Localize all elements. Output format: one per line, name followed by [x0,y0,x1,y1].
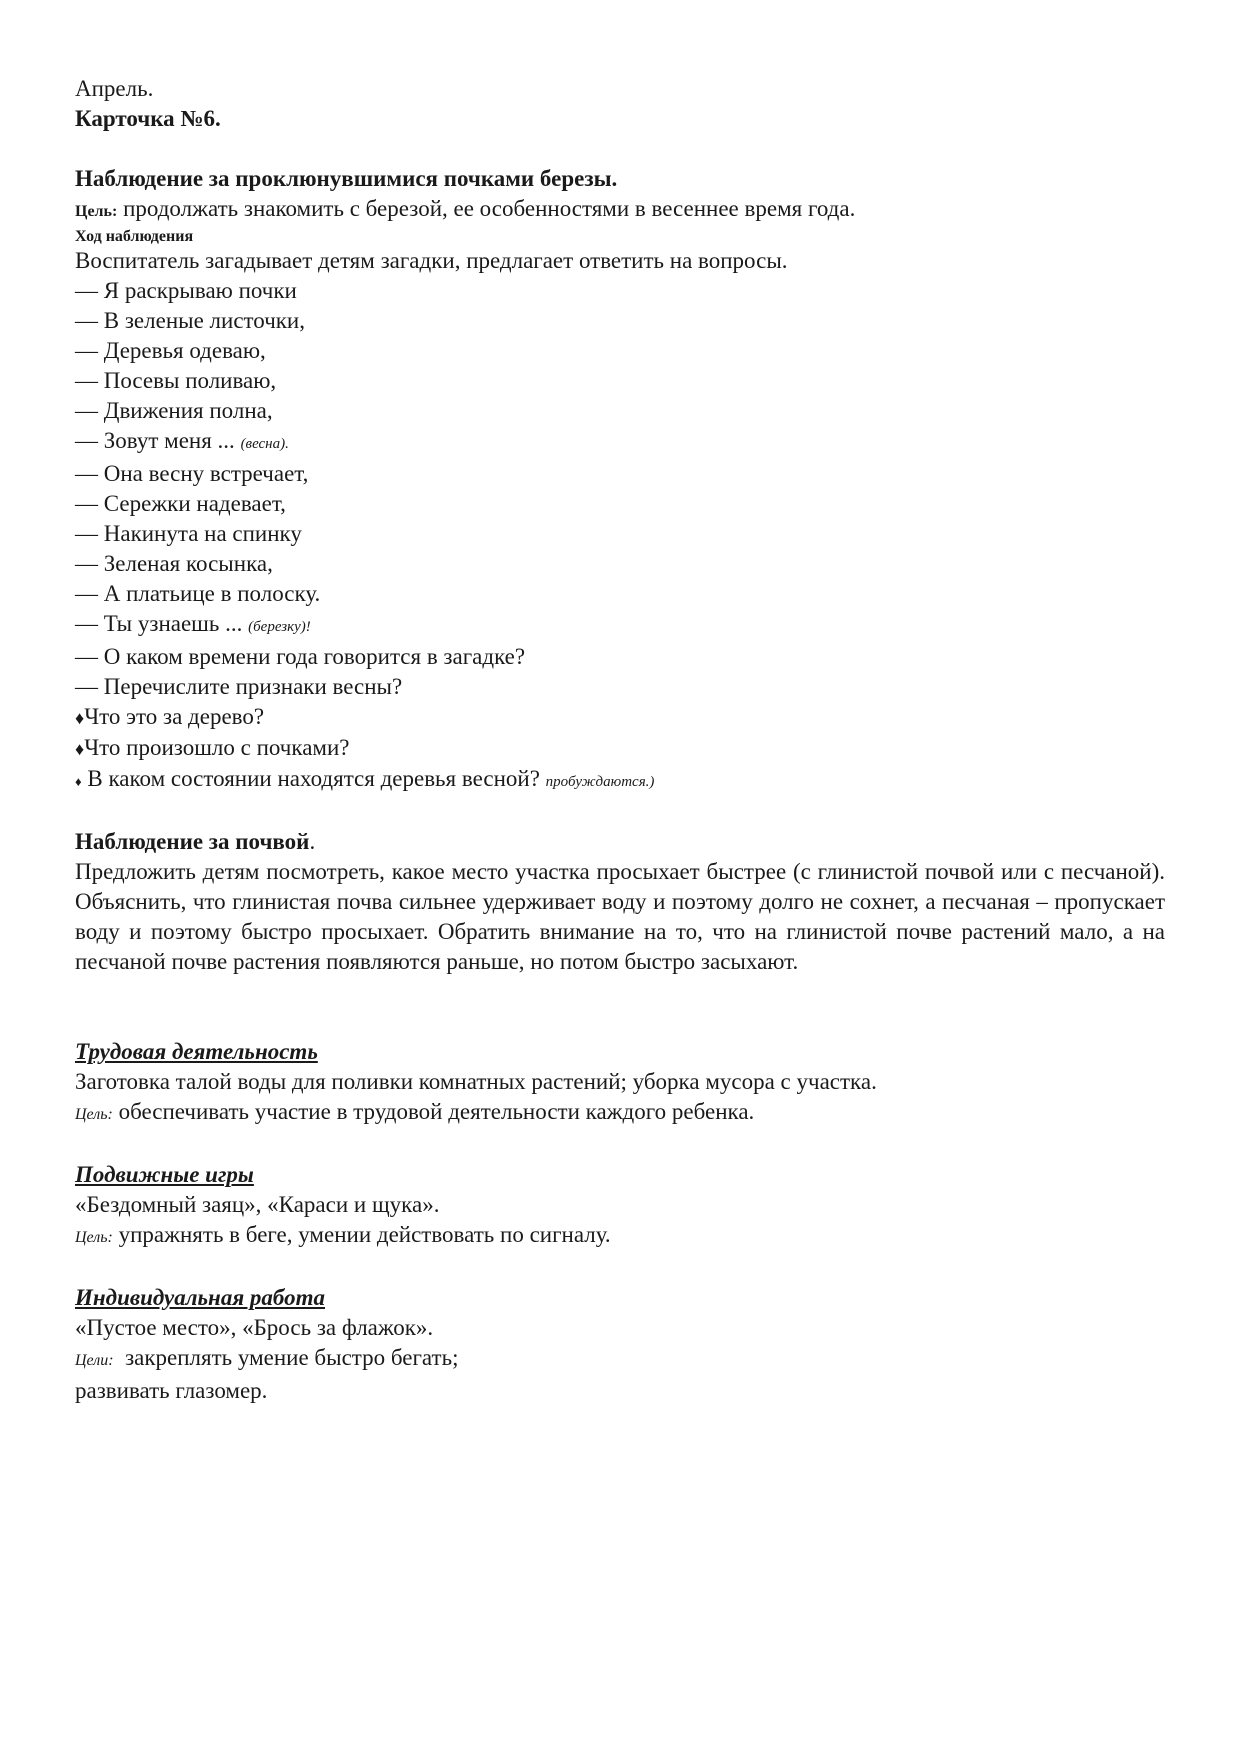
bullet-question [75,733,1165,764]
individual-goal [75,1343,1165,1376]
diamond-bullet-icon: ♦ [75,774,82,789]
riddle-answer: (березку)! [248,619,311,635]
observation-birch-goal [75,194,1165,227]
observation-birch-title: Наблюдение за проклюнувшимися почками березы. [75,166,618,191]
riddle-line: — Деревья одеваю, [75,338,266,363]
goal-text: обеспечивать участие в трудовой деятельности каждого ребенка. [112,1099,755,1124]
course-intro: Воспитатель загадывает детям загадки, предлагает ответить на вопросы. [75,248,788,273]
question-line: — О каком времени года говорится в загадке? [75,644,526,669]
riddle-answer: (весна). [240,436,289,452]
labor-text: Заготовка талой воды для поливки комнатных растений; уборка мусора с участка. [75,1069,877,1094]
diamond-bullet-icon: ♦ [75,739,85,759]
observation-soil-heading [75,827,1165,857]
riddle-line-text: — Ты узнаешь ... [75,611,249,636]
individual-section-title: Индивидуальная работа [75,1285,325,1310]
goal-text: продолжать знакомить с березой, ее особенностями в весеннее время года. [117,196,856,221]
observation-soil-text: Предложить детям посмотреть, какое место участка просыхает быстрее (с глинистой почвой или с песчаной). Объяснить, что глинистая почва сильнее удерживает воду и поэтому долго не сохнет, а песчаная – пропускает воду и поэтому быстро просыхает. Обратить внимание на то, что на глинистой почве растений мало, а на песчаной почве растения появляются раньше, но потом быстро засыхают. [75,859,1165,974]
document-page [75,74,1165,1406]
riddle-line: — Накинута на спинку [75,521,302,546]
goal-label: Цель: [75,203,118,220]
games-text: «Бездомный заяц», «Караси и щука». [75,1192,440,1217]
labor-section-title: Трудовая деятельность [75,1039,318,1064]
card-title: Карточка №6. [75,106,221,131]
riddle-line: — Я раскрываю почки [75,278,297,303]
bullet-question [75,702,1165,733]
riddle-line: — Зеленая косынка, [75,551,273,576]
riddle-line: — А платьице в полоску. [75,581,321,606]
games-section-title: Подвижные игры [75,1162,254,1187]
goal-text: закреплять умение быстро бегать; [113,1345,459,1370]
riddle-line-text: — Зовут меня ... [75,428,241,453]
individual-goal-continued: развивать глазомер. [75,1378,268,1403]
riddle-line [75,609,1165,642]
riddle-line: — В зеленые листочки, [75,308,305,333]
riddle-line: — Движения полна, [75,398,273,423]
title-dot: . [309,829,316,854]
bullet-question-text: В каком состоянии находятся деревья весной? [81,766,546,791]
goal-label: Цель: [75,1106,113,1123]
individual-text: «Пустое место», «Брось за флажок». [75,1315,434,1340]
month-heading: Апрель. [75,76,154,101]
labor-goal [75,1097,1165,1130]
games-goal [75,1220,1165,1253]
goal-label: Цель: [75,1229,113,1246]
riddle-line: — Она весну встречает, [75,461,309,486]
riddle-line: — Сережки надевает, [75,491,286,516]
observation-soil-title: Наблюдение за почвой [75,829,310,854]
riddle-line: — Посевы поливаю, [75,368,277,393]
bullet-question-text: Что произошло с почками? [84,735,350,760]
question-line: — Перечислите признаки весны? [75,674,403,699]
riddle-line [75,426,1165,459]
course-label: Ход наблюдения [75,228,194,245]
bullet-question [75,764,1165,797]
goal-text: упражнять в беге, умении действовать по сигналу. [112,1222,611,1247]
goal-label: Цели: [75,1352,114,1369]
bullet-question-text: Что это за дерево? [84,704,265,729]
bullet-answer: пробуждаются.) [545,774,655,790]
diamond-bullet-icon: ♦ [75,708,85,728]
